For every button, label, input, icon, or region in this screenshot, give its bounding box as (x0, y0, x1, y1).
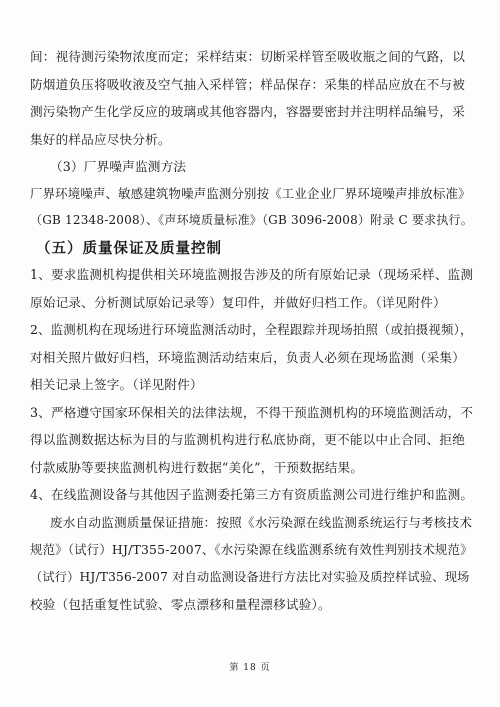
text-line: 3、严格遵守国家环保相关的法律法规，不得干预监测机构的环境监测活动，不 (30, 405, 474, 420)
text-line: 得以监测数据达标为目的与监测机构进行私底协商，更不能以中止合同、拒绝 (30, 432, 465, 447)
subsection-heading: （3）厂界噪声监测方法 (50, 159, 187, 174)
text-line: 1、要求监测机构提供相关环境监测报告涉及的所有原始记录（现场采样、监测 (30, 267, 474, 282)
page-number: 第 18 页 (229, 663, 271, 673)
text-line: 防烟道负压将吸收液及空气抽入采样管；样品保存：采集的样品应放在不与被 (30, 77, 465, 92)
text-line: 付款威胁等要挟监测机构进行数据“美化”，干预数据结果。 (30, 460, 364, 475)
section-heading: （五）质量保证及质量控制 (36, 241, 222, 257)
text-line: 厂界环境噪声、敏感建筑物噪声监测分别按《工业企业厂界环境噪声排放标准》 (30, 186, 471, 201)
text-line: 2、监测机构在现场进行环境监测活动时，全程跟踪并现场拍照（或拍摄视频）， (30, 322, 473, 337)
text-line: 废水自动监测质量保证措施：按照《水污染源在线监测系统运行与考核技术 (50, 515, 473, 530)
text-line: 间：视待测污染物浓度而定；采样结束：切断采样管至吸收瓶之间的气路，以 (30, 49, 465, 64)
text-line: 4、在线监测设备与其他因子监测委托第三方有资质监测公司进行维护和监测。 (30, 487, 474, 502)
text-line: 测污染物产生化学反应的玻璃或其他容器内，容器要密封并注明样品编号，采 (30, 104, 465, 119)
text-line: 对相关照片做好归档，环境监测活动结束后，负责人必须在现场监测（采集） (30, 350, 465, 365)
text-line: 规范》（试行）HJ/T355-2007、《水污染源在线监测系统有效性判别技术规范》 (30, 542, 473, 557)
text-line: （试行）HJ/T356-2007 对自动监测设备进行方法比对实验及质控样试验、现场 (30, 570, 470, 584)
text-line: 集好的样品应尽快分析。 (30, 132, 171, 147)
text-line: （GB 12348-2008）、《声环境质量标准》（GB 3096-2008）附录 C 要求执行。 (30, 213, 473, 227)
text-line: 原始记录、分析测试原始记录等）复印件，并做好归档工作。（详见附件） (30, 295, 446, 310)
text-line: 相关记录上签字。（详见附件） (30, 377, 203, 392)
text-line: 校验（包括重复性试验、零点漂移和量程漂移试验）。 (30, 597, 331, 612)
